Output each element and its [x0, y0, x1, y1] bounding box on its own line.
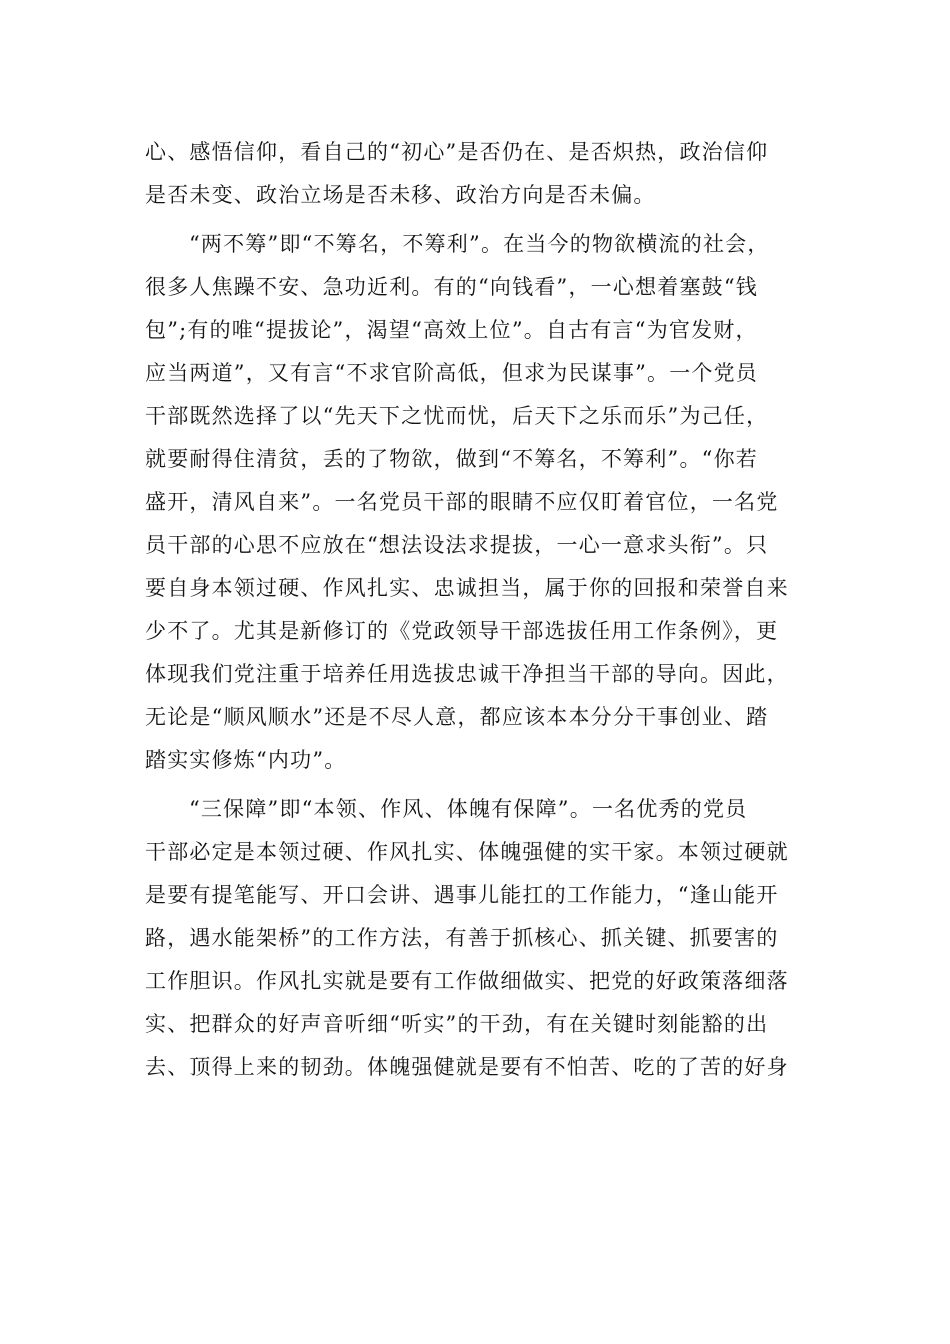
- paragraph-3-line-6: 实、把群众的好声音听细“听实”的干劲，有在关键时刻能豁的出: [145, 1012, 769, 1036]
- paragraph-2-line-1: “两不筹”即“不筹名，不筹利”。在当今的物欲横流的社会，: [189, 232, 770, 256]
- paragraph-2-line-4: 应当两道”，又有言“不求官阶高低，但求为民谋事”。一个党员: [145, 361, 759, 385]
- paragraph-2-line-10: 少不了。尤其是新修订的《党政领导干部选拔任用工作条例》，更: [145, 619, 779, 643]
- paragraph-3-line-7: 去、顶得上来的韧劲。体魄强健就是要有不怕苦、吃的了苦的好身: [145, 1055, 789, 1079]
- paragraph-2-line-5: 干部既然选择了以“先天下之忧而忧，后天下之乐而乐”为己任，: [145, 404, 769, 428]
- paragraph-2-line-11: 体现我们党注重于培养任用选拔忠诚干净担当干部的导向。因此，: [145, 662, 789, 686]
- paragraph-2-line-7: 盛开，清风自来”。一名党员干部的眼睛不应仅盯着官位，一名党: [145, 490, 779, 514]
- paragraph-3-line-4: 路，遇水能架桥”的工作方法，有善于抓核心、抓关键、抓要害的: [145, 926, 779, 950]
- paragraph-3-line-1: “三保障”即“本领、作风、体魄有保障”。一名优秀的党员: [189, 797, 748, 821]
- paragraph-2-line-9: 要自身本领过硬、作风扎实、忠诚担当，属于你的回报和荣誉自来: [145, 576, 789, 600]
- paragraph-2-line-8: 员干部的心思不应放在“想法设法求提拔，一心一意求头衔”。只: [145, 533, 769, 557]
- paragraph-2-line-3: 包”;有的唯“提拔论”，渴望“高效上位”。自古有言“为官发财，: [145, 318, 758, 342]
- paragraph-1-line-1: 心、感悟信仰，看自己的“初心”是否仍在、是否炽热，政治信仰: [145, 140, 769, 164]
- paragraph-3-line-3: 是要有提笔能写、开口会讲、遇事儿能扛的工作能力，“逢山能开: [145, 883, 779, 907]
- paragraph-1-line-2: 是否未变、政治立场是否未移、政治方向是否未偏。: [145, 183, 656, 207]
- document-body: [145, 131, 835, 1089]
- paragraph-2-line-6: 就要耐得住清贫，丢的了物欲，做到“不筹名，不筹利”。“你若: [145, 447, 759, 471]
- paragraph-2-line-12: 无论是“顺风顺水”还是不尽人意，都应该本本分分干事创业、踏: [145, 705, 769, 729]
- paragraph-2-line-2: 很多人焦躁不安、急功近利。有的“向钱看”，一心想着塞鼓“钱: [145, 275, 759, 299]
- paragraph-2-line-13: 踏实实修炼“内功”。: [145, 748, 347, 772]
- paragraph-3-line-2: 干部必定是本领过硬、作风扎实、体魄强健的实干家。本领过硬就: [145, 840, 789, 864]
- paragraph-3-line-5: 工作胆识。作风扎实就是要有工作做细做实、把党的好政策落细落: [145, 969, 789, 993]
